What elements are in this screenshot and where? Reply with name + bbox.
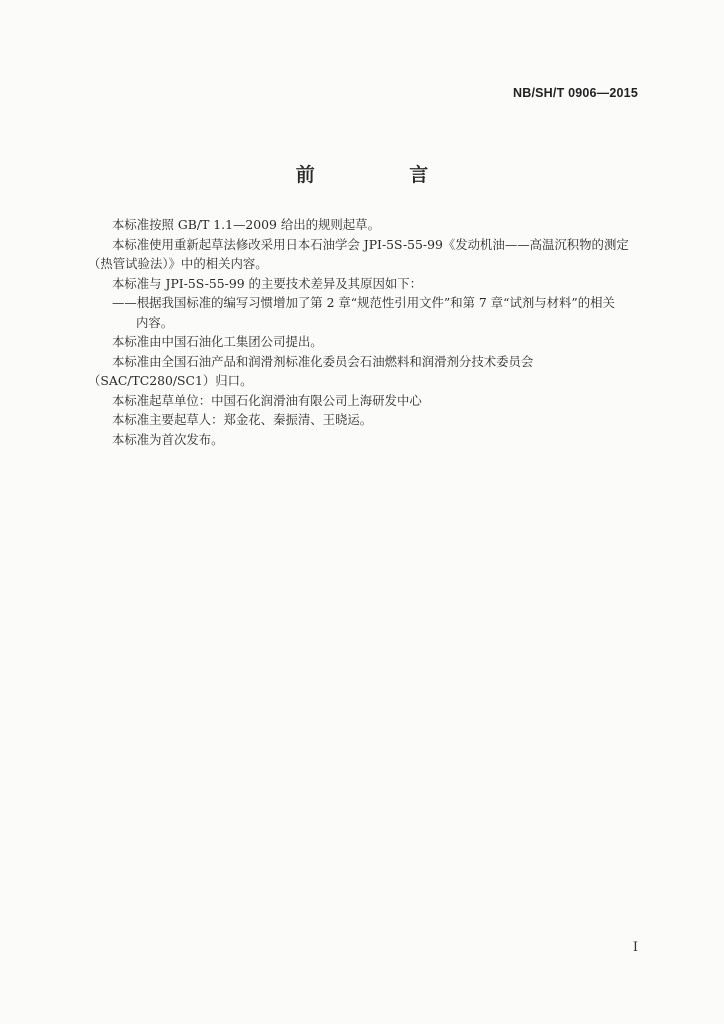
paragraph-drafters: 本标准主要起草人：郑金花、秦振清、王晓运。 xyxy=(112,412,373,427)
paragraph-jurisdiction: 本标准由全国石油产品和润滑剂标准化委员会石油燃料和润滑剂分技术委员会（SAC/TC280/SC1）归口。 xyxy=(88,353,534,388)
paragraph-drafting-unit: 本标准起草单位：中国石化润滑油有限公司上海研发中心 xyxy=(112,392,422,408)
paragraph-differences: 本标准与 JPI-5S-55-99 的主要技术差异及其原因如下： xyxy=(112,275,423,291)
list-item-difference: ——根据我国标准的编写习惯增加了第 2 章“规范性引用文件”和第 7 章“试剂与材料”的相关 xyxy=(112,295,615,310)
standard-code: NB/SH/T 0906—2015 xyxy=(513,86,638,100)
paragraph-drafting-rules: 本标准按照 GB/T 1.1—2009 给出的规则起草。 xyxy=(112,217,380,232)
paragraph-proposer: 本标准由中国石油化工集团公司提出。 xyxy=(112,334,323,349)
page-title: 前 言 xyxy=(295,164,473,186)
page-number: I xyxy=(632,940,638,955)
paragraph-first-release: 本标准为首次发布。 xyxy=(112,431,224,447)
list-item-continuation: 内容。 xyxy=(136,314,174,330)
foreword-body xyxy=(88,215,640,449)
paragraph-adoption: 本标准使用重新起草法修改采用日本石油学会 JPI-5S-55-99《发动机油——高温沉积物的测定（热管试验法）》中的相关内容。 xyxy=(88,236,629,271)
